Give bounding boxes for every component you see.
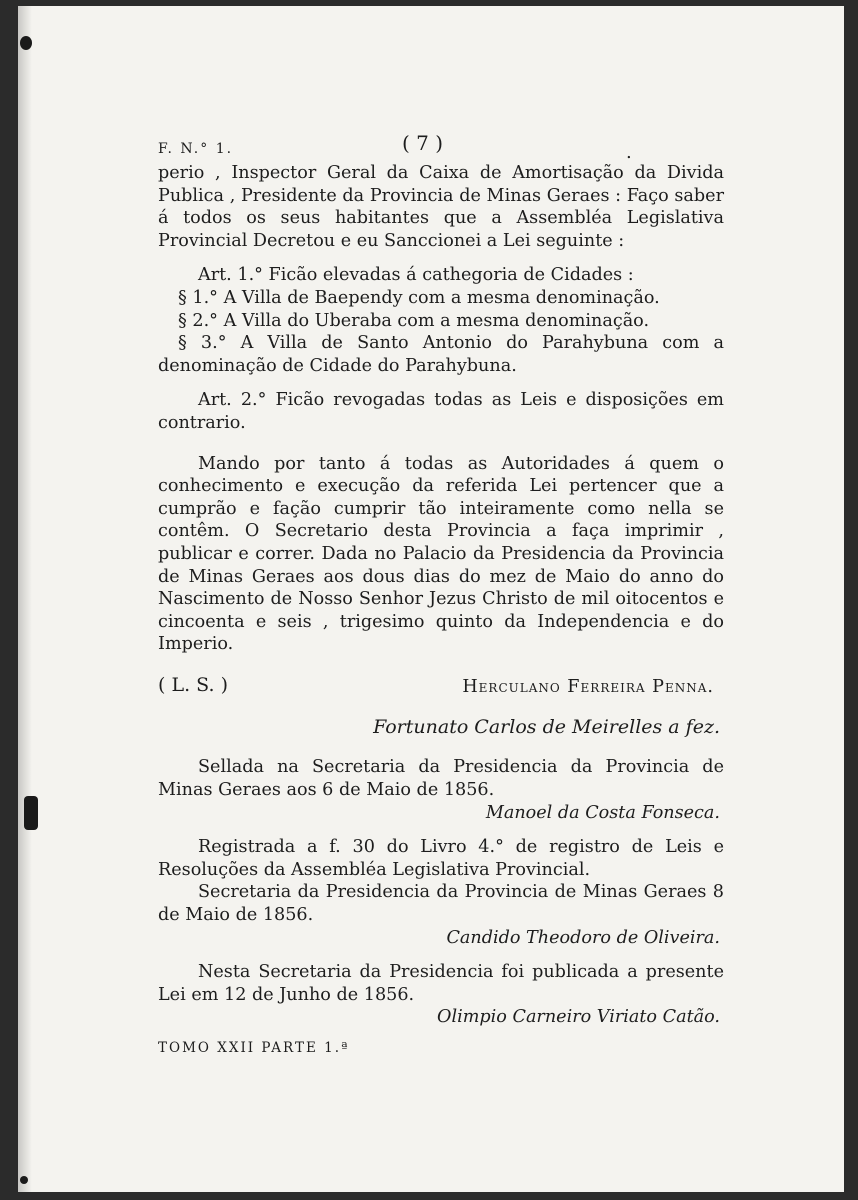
section-1: § 1.° A Villa de Baependy com a mesma denominação.: [178, 287, 660, 308]
page-header: [158, 132, 724, 162]
printer-signature: F. N.° 1.: [158, 141, 234, 157]
article-2: Art. 2.° Ficão revogadas todas as Leis e disposições em contrario.: [158, 390, 724, 433]
mando-paragraph: Mando por tanto á todas as Autoridades á quem o conhecimento e execução da referida Lei pertencer que a cumprão e fação cumprir tão inteiramente como nella se contêm. O Secretario desta Provincia a faça imprimir , publicar e correr. Dada no Palacio da Presidencia da Provincia de Minas Geraes aos dous dias do mez de Maio do anno do Nascimento de Nosso Senhor Jezus Christo de mil oitocentos e cincoenta e seis , trigesimo quinto da Independencia e do Imperio.: [158, 453, 724, 655]
page-number: ( 7 ): [402, 131, 444, 155]
volume-footer: TOMO XXII PARTE 1.ª: [158, 1040, 350, 1056]
header-dot: .: [626, 142, 632, 163]
seal-mark: ( L. S. ): [158, 673, 228, 696]
section-3: § 3.° A Villa de Santo Antonio do Parahybuna com a denominação de Cidade do Parahybuna.: [158, 333, 724, 376]
ink-spot: [24, 796, 38, 830]
sellada-paragraph: Sellada na Secretaria da Presidencia da Provincia de Minas Geraes aos 6 de Maio de 1856.: [158, 757, 724, 801]
registrada-paragraph: Registrada a f. 30 do Livro 4.° de registro de Leis e Resoluções da Assembléa Legislativa Provincial.: [158, 837, 724, 880]
document-page: [18, 6, 844, 1192]
page-edge-shadow: [18, 6, 32, 1192]
president-signature: Herculano Ferreira Penna.: [462, 676, 714, 697]
secretaria-paragraph: Secretaria da Presidencia da Provincia de Minas Geraes 8 de Maio de 1856.: [158, 882, 724, 926]
signature-fonseca: Manoel da Costa Fonseca.: [485, 802, 720, 823]
nesta-paragraph: Nesta Secretaria da Presidencia foi publicada a presente Lei em 12 de Junho de 1856.: [158, 962, 724, 1005]
section-2: § 2.° A Villa do Uberaba com a mesma denominação.: [178, 310, 650, 331]
signature-catao: Olimpio Carneiro Viriato Catão.: [437, 1007, 720, 1028]
ink-spot: [20, 36, 32, 50]
fez-line: Fortunato Carlos de Meirelles a fez.: [373, 715, 720, 738]
page-text: [158, 132, 724, 1060]
intro-paragraph: perio , Inspector Geral da Caixa de Amortisação da Divida Publica , Presidente da Provincia de Minas Geraes : Faço saber á todos os seus habitantes que a Assembléa Legislativa Provincial Decretou e eu Sanccionei a Lei seguinte :: [158, 163, 724, 251]
signature-oliveira: Candido Theodoro de Oliveira.: [446, 927, 720, 948]
seal-signature-row: [158, 674, 724, 702]
article-1: Art. 1.° Ficão elevadas á cathegoria de Cidades :: [198, 265, 634, 286]
ink-spot: [20, 1176, 28, 1184]
